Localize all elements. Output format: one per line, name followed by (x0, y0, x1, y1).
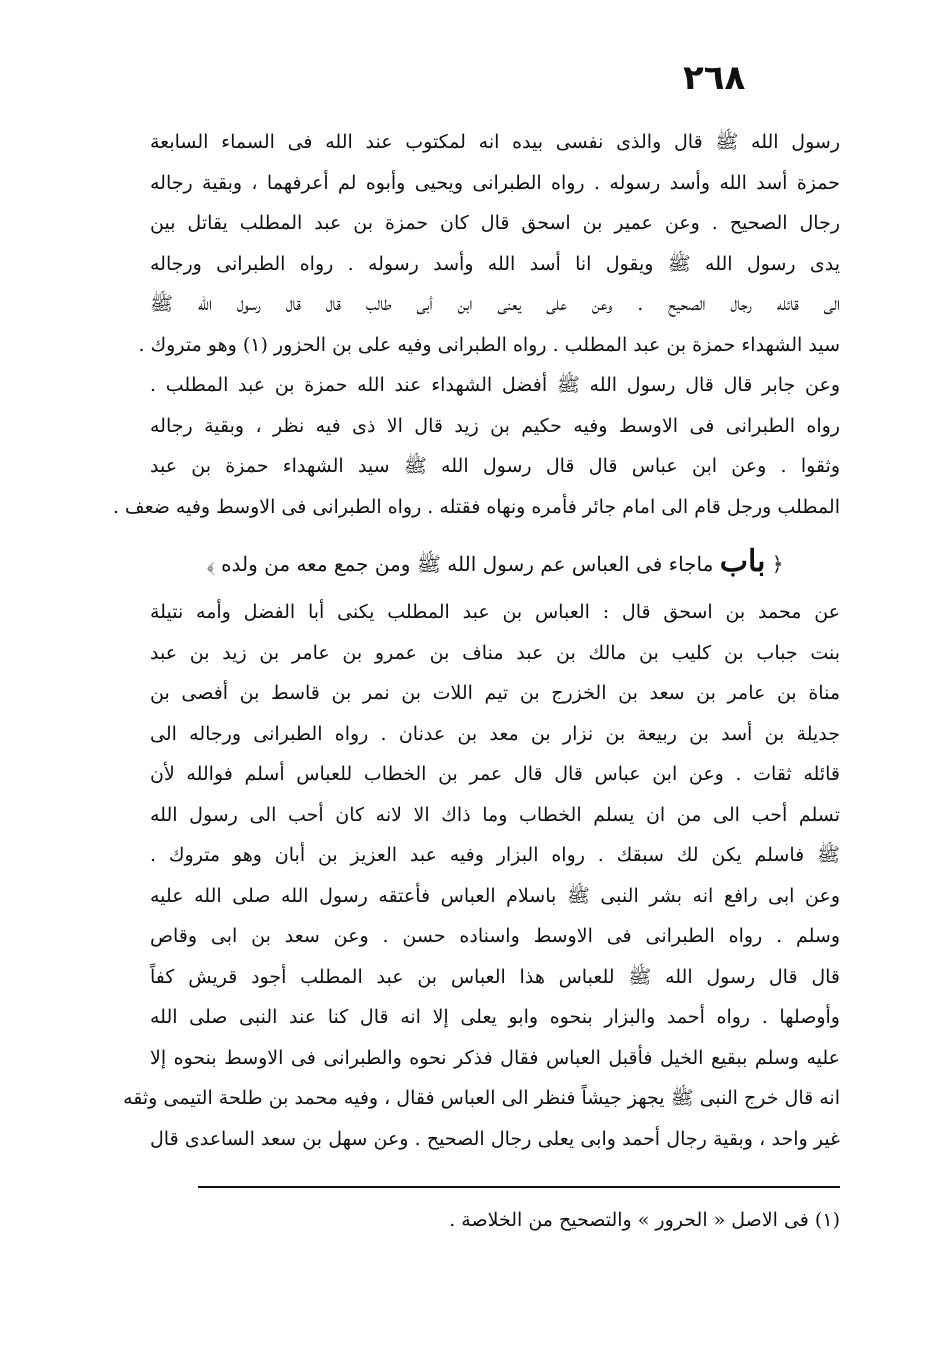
heading-title: ماجاء فى العباس عم رسول الله ﷺ ومن جمع معه من ولده (221, 552, 714, 576)
paragraph-hamza (112, 122, 840, 527)
paragraph-abbas (123, 592, 840, 1159)
heading-bab: باب (719, 544, 766, 579)
text-line: حمزة أسد الله وأسد رسوله . رواه الطبرانى ويحيى وأبوه لم أعرفهما ، وبقية رجاله (150, 171, 840, 194)
text-line: وأوصلها . رواه أحمد والبزار بنحوه وابو يعلى إلا انه قال كنا عند النبى صلى الله (150, 1006, 840, 1028)
text-line: عليه وسلم ببقيع الخيل فأقبل العباس فقال فذكر نحوه والطبرانى فى الاوسط بنحوه إلا (150, 1046, 840, 1069)
text-line: يدى رسول الله ﷺ ويقول انا أسد الله وأسد رسوله . رواه الطبرانى ورجاله (150, 252, 840, 275)
text-line: وعن ابى رافع انه بشر النبى ﷺ باسلام العباس فأعتقه رسول الله صلى الله عليه (150, 884, 840, 907)
text-line: جديلة بن أسد بن ربيعة بن نزار بن معد بن عدنان . رواه الطبرانى ورجاله الى (150, 722, 840, 745)
page-number: ٢٦٨ (683, 58, 746, 98)
text-line: وثقوا . وعن ابن عباس قال قال رسول الله ﷺ سيد الشهداء حمزة بن عبد (150, 455, 840, 477)
text-line: تسلم أحب الى من ان يسلم الخطاب وما ذاك الا لانه كان أحب الى رسول الله (150, 803, 840, 826)
chapter-heading (150, 538, 840, 586)
text-line: بنت جباب بن كليب بن مالك بن عبد مناف بن عمرو بن عامر بن زيد بن عبد (150, 641, 840, 664)
text-line: رسول الله ﷺ قال والذى نفسى بيده انه لمكتوب عند الله فى السماء السابعة (150, 131, 840, 153)
text-line: غير واحد ، وبقية رجال أحمد وابى يعلى رجال الصحيح . وعن سهل بن سعد الساعدى قال (150, 1127, 840, 1150)
text-line: المطلب ورجل قام الى امام جائر فأمره ونهاه فقتله . رواه الطبرانى فى الاوسط وفيه ضعف . (112, 495, 840, 518)
text-line: رواه الطبرانى فى الاوسط وفيه حكيم بن زيد قال الا ذى فيه نظر ، وبقية رجاله (150, 414, 840, 437)
text-line: قال قال رسول الله ﷺ للعباس هذا العباس بن عبد المطلب أجود قريش كفاً (150, 965, 840, 988)
text-line: الى قائله رجال الصحيح . وعن على يعنى ابن أبى طالب قال قال رسول الله ﷺ (150, 293, 840, 315)
footnote: (١) فى الاصل « الحرور » والتصحيح من الخلاصة . (449, 1209, 840, 1231)
text-line: مناة بن عامر بن سعد بن الخزرج بن تيم اللات بن نمر بن قاسط بن أفصى بن (150, 682, 840, 704)
footnote-divider (198, 1186, 840, 1188)
text-line: رجال الصحيح . وعن عمير بن اسحق قال كان حمزة بن عبد المطلب يقاتل بين (150, 212, 840, 234)
text-line: انه قال خرج النبى ﷺ يجهز جيشاً فنظر الى العباس فقال ، وفيه محمد بن طلحة التيمى وثقه (123, 1087, 840, 1109)
heading-bracket-open: ﴿ (771, 552, 784, 576)
heading-bracket-close: ﴾ (206, 552, 215, 576)
text-line: سيد الشهداء حمزة بن عبد المطلب . رواه الطبرانى وفيه على بن الحزور (١) وهو متروك . (138, 333, 840, 356)
text-line: عن محمد بن اسحق قال : العباس بن عبد المطلب يكنى أبا الفضل وأمه نتيلة (150, 601, 840, 623)
text-line: ﷺ فاسلم يكن لك سبقك . رواه البزار وفيه عبد العزيز بن أبان وهو متروك . (150, 844, 840, 866)
text-line: وسلم . رواه الطبرانى فى الاوسط واسناده حسن . وعن سعد بن ابى وقاص (150, 925, 840, 947)
text-line: وعن جابر قال قال رسول الله ﷺ أفضل الشهداء عند الله حمزة بن عبد المطلب . (150, 374, 840, 396)
text-line: قائله ثقات . وعن ابن عباس قال قال عمر بن الخطاب للعباس أسلم فوالله لأن (150, 763, 840, 785)
